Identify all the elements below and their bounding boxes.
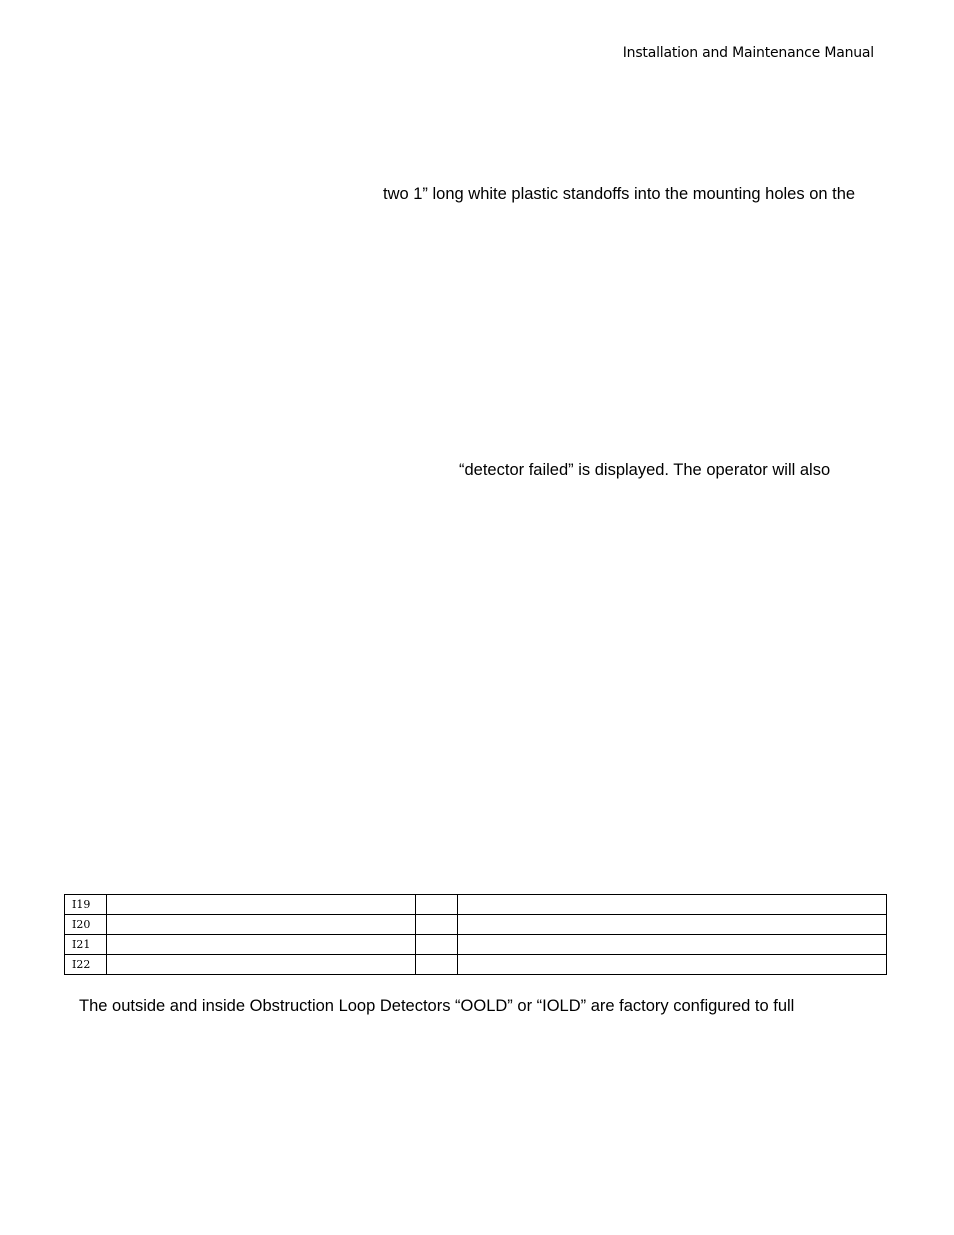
table-cell-code [416,915,458,935]
body-text-obstruction-loop: The outside and inside Obstruction Loop Detectors “OOLD” or “IOLD” are factory configured to full [79,997,795,1015]
table-cell-id: I19 [65,895,107,915]
table-row [65,895,887,915]
table-row [65,935,887,955]
table-cell-name [107,935,416,955]
io-table [64,894,887,975]
table-row [65,915,887,935]
table-cell-description [458,935,887,955]
table-cell-description [458,895,887,915]
table-cell-id: I22 [65,955,107,975]
body-text-detector-failed: “detector failed” is displayed. The operator will also [459,461,831,479]
table-cell-name [107,895,416,915]
table-cell-name [107,915,416,935]
table-cell-code [416,955,458,975]
table-cell-id: I21 [65,935,107,955]
table-cell-description [458,915,887,935]
table-cell-id: I20 [65,915,107,935]
table-cell-code [416,895,458,915]
table-cell-name [107,955,416,975]
table-cell-code [416,935,458,955]
page-header-title: Installation and Maintenance Manual [622,45,874,61]
table-row [65,955,887,975]
body-text-standoffs: two 1” long white plastic standoffs into the mounting holes on the [383,185,856,203]
table-cell-description [458,955,887,975]
